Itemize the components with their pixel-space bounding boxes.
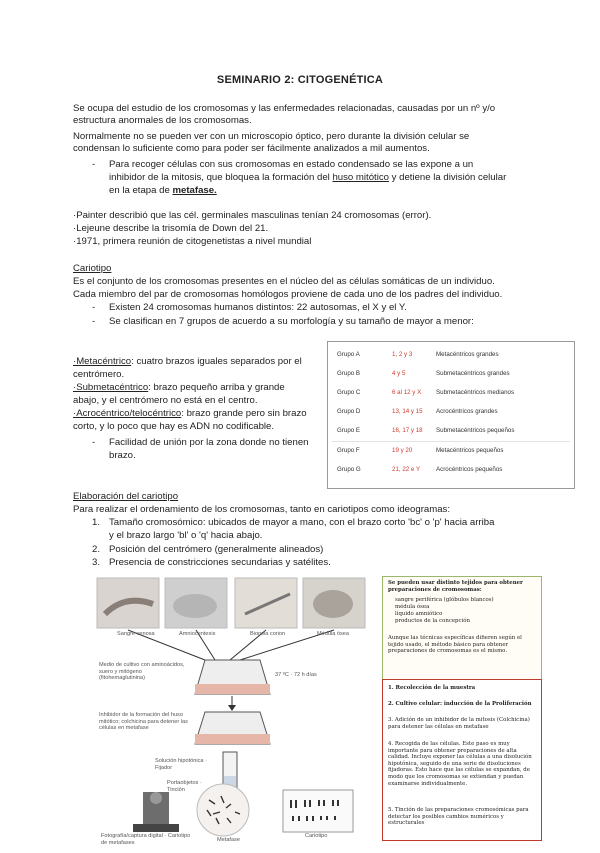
type-submetacentrico: ·Submetacéntrico: brazo pequeño arriba y grande — [73, 382, 285, 393]
label-fotografia: Fotografía/captura digital · Cariotipo de metafases — [101, 833, 191, 846]
list-item: Posición del centrómero (generalmente alineados) — [109, 544, 324, 555]
label-inhibidor: Inhibidor de la formación del huso mitótico; colchicina para detener las células en metafase — [99, 712, 188, 732]
list-item: Tamaño cromosómico: ubicados de mayor a mano, con el brazo corto 'bc' o 'p' hacia arriba — [109, 517, 495, 528]
elaboracion-intro: Para realizar el ordenamiento de los cromosomas, tanto en cariotipos como ideogramas: — [73, 504, 451, 515]
bullet-dash: - — [92, 316, 96, 327]
type-line: corto, y lo poco que hay es ADN no codificable. — [73, 421, 275, 432]
step-item: 5. Tinción de las preparaciones cromosómicas para detectar los posibles cambios numéricos y estructurales — [388, 807, 529, 827]
history-line: ·Lejeune describe la trisomía de Down del 21. — [73, 223, 269, 234]
label-solucion: Solución hipotónica · Fijador — [155, 758, 207, 771]
cariotipo-bullet: Existen 24 cromosomas humanos distintos: 22 autosomas, el X y el Y. — [109, 302, 407, 313]
label-metafase: Metafase — [217, 837, 241, 843]
label-amniocentesis: Amniocentesis — [179, 631, 216, 637]
table-divider — [332, 441, 570, 442]
type-acrocentrico: ·Acrocéntrico/telocéntrico: brazo grande pero sin brazo — [73, 408, 307, 419]
tissue-box-note: Aunque las técnicas específicas difieren según el tejido usado, el método básico para obtener preparaciones de cromosomas es el mismo. — [388, 635, 522, 655]
page-title: SEMINARIO 2: CITOGENÉTICA — [216, 74, 384, 86]
table-row: Grupo E 16, 17 y 18 Submetacéntricos pequeños — [337, 427, 515, 434]
bullet-line: inhibidor de la mitosis, que bloquea la formación del huso mitótico y detiene la división celular — [109, 172, 507, 183]
tissue-item: sangre periférica (glóbulos blancos) — [395, 597, 494, 603]
bullet-dash: - — [92, 437, 96, 448]
tissue-info-box — [382, 576, 542, 680]
list-number: 2. — [92, 544, 101, 555]
table-row: Grupo C 6 al 12 y X Submetacéntricos medianos — [337, 389, 515, 396]
table-row: Grupo G 21, 22 e Y Acrocéntricos pequeños — [337, 466, 503, 473]
procedure-illustration — [95, 574, 382, 848]
step-item: 2. Cultivo celular: inducción de la Proliferación — [388, 701, 532, 707]
type-bullet: Facilidad de unión por la zona donde no tienen — [109, 437, 309, 448]
chromosome-group-table — [327, 341, 575, 489]
list-number: 3. — [92, 557, 101, 568]
tissue-item: médula ósea — [395, 604, 430, 610]
label-medio: Medio de cultivo con aminoácidos, suero y mitógeno (fitohemaglutinina) — [99, 662, 185, 682]
list-item: y el brazo largo 'bl' o 'q' hacia abajo. — [109, 530, 263, 541]
label-biopsia: Biopsia corion — [250, 631, 286, 637]
cariotipo-heading: Cariotipo — [73, 263, 112, 274]
huso-mitotico-link: huso mitótico — [332, 172, 389, 183]
intro-line: condensan lo suficiente como para poder ser fácilmente analizados a mil aumentos. — [73, 143, 430, 154]
cariotipo-line: Cada miembro del par de cromosomas homólogos proviene de cada uno de los padres del individuo. — [73, 289, 503, 300]
bullet-line: Para recoger células con sus cromosomas en estado condensado se las expone a un — [109, 159, 474, 170]
intro-line: Normalmente no se pueden ver con un microscopio óptico, pero durante la división celular se — [73, 131, 470, 142]
type-line: abajo, y el centrómero no está en el centro. — [73, 395, 258, 406]
label-medula: Médula ósea — [317, 631, 350, 637]
label-cariotipo: Cariotipo — [305, 833, 328, 839]
label-incubacion: 37 ºC · 72 h días — [275, 672, 317, 678]
history-line: ·1971, primera reunión de citogenetistas a nivel mundial — [73, 236, 312, 247]
bullet-dash: - — [92, 302, 96, 313]
label-sangre: Sangre venosa — [117, 631, 155, 637]
tissue-item: líquido amniótico — [395, 611, 443, 617]
type-bullet: brazo. — [109, 450, 136, 461]
list-number: 1. — [92, 517, 101, 528]
intro-line: estructura anormales de los cromosomas. — [73, 115, 252, 126]
history-line: ·Painter describió que las cél. germinales masculinas tenían 24 cromosomas (error). — [73, 210, 432, 221]
label-portaobjetos: Portaobjetos · Tinción — [167, 780, 202, 793]
tissue-item: productos de la concepción — [395, 618, 470, 624]
type-metacentrico: ·Metacéntrico: cuatro brazos iguales separados por el — [73, 356, 302, 367]
table-row: Grupo B 4 y 5 Submetacéntricos grandes — [337, 370, 510, 377]
tissue-box-title: Se pueden usar distinto tejidos para obtener preparaciones de cromosomas: — [388, 580, 523, 593]
table-row: Grupo A 1, 2 y 3 Metacéntricos grandes — [337, 351, 499, 358]
type-line: centrómero. — [73, 369, 125, 380]
step-item: 1. Recolección de la muestra — [388, 685, 476, 691]
step-item: 3. Adición de un inhibidor de la mitosis (Colchicina) para detener las células en metafase — [388, 717, 530, 730]
cariotipo-line: Es el conjunto de los cromosomas presentes en el núcleo del as células somáticas de un individuo. — [73, 276, 495, 287]
list-item: Presencia de constricciones secundarias y satélites. — [109, 557, 331, 568]
intro-line: Se ocupa del estudio de los cromosomas y las enfermedades relacionadas, causadas por un nº y/o — [73, 103, 496, 114]
procedure-steps-box — [382, 679, 542, 841]
bullet-dash: - — [92, 159, 96, 170]
elaboracion-heading: Elaboración del cariotipo — [73, 491, 179, 502]
step-item: 4. Recogida de las células. Este paso es muy importante para obtener preparaciones de alta calidad. Incluye exponer las células a una disolución hipotónica, seguido de una serie de disoluciones fijadoras. Esto hace que las células se expandan, de modo que los cromosomas se extiendan y puedan examinarse individualmente. — [388, 741, 532, 787]
bullet-line: en la etapa de metafase. — [109, 185, 217, 196]
table-row: Grupo D 13, 14 y 15 Acrocéntricos grandes — [337, 408, 498, 415]
metafase-link: metafase. — [172, 185, 217, 196]
cariotipo-bullet: Se clasifican en 7 grupos de acuerdo a su morfología y su tamaño de mayor a menor: — [109, 316, 474, 327]
table-row: Grupo F 19 y 20 Metacéntricos pequeños — [337, 447, 504, 454]
